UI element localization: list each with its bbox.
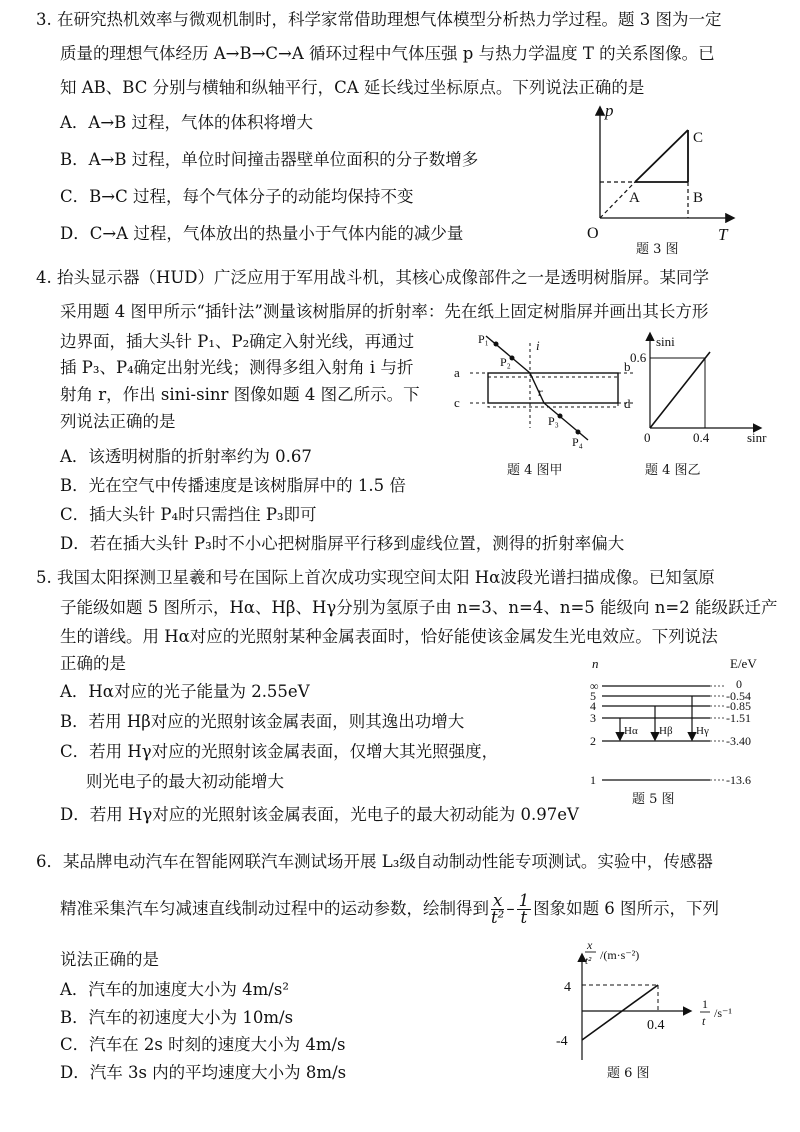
q5-label-hb: Hβ	[659, 725, 673, 737]
q5-level-5-n: 5	[590, 689, 596, 703]
q3-option-d: D．C→A 过程，气体放出的热量小于气体内能的减少量	[60, 224, 464, 243]
q5-level-5-e: -0.54	[726, 689, 751, 703]
q3-point-c: C	[693, 130, 704, 146]
q4-fig-b-origin: 0	[644, 430, 651, 445]
q5-stem-line-3: 生的谱线。用 Hα对应的光照射某种金属表面时，恰好能使该金属发生光电效应。下列说法	[60, 627, 718, 646]
q5-caption: 题 5 图	[632, 792, 675, 807]
q4-fig-b-x-tick: 0.4	[693, 430, 710, 445]
q6-frac-x-over-t2: $\frac{x}{\text{t²}}$	[491, 891, 505, 927]
q4-stem-line-3: 边界面，插大头针 P₁、P₂确定入射光线，再通过	[60, 332, 415, 351]
q6-stem-2a: 精准采集汽车匀减速直线制动过程中的运动参数，绘制得到	[60, 899, 489, 918]
q6-caption: 题 6 图	[607, 1066, 650, 1081]
q3-y-label: p	[605, 101, 614, 120]
q3-option-a: A．A→B 过程，气体的体积将增大	[60, 113, 314, 132]
q4-fit-line	[650, 352, 710, 428]
q5-level-1-e: -13.6	[726, 773, 751, 785]
q6-frac-1-over-t: $\frac{1}{t}$	[518, 891, 530, 927]
q6-y-label-den: t²	[585, 955, 592, 967]
q3-caption: 题 3 图	[636, 242, 679, 257]
q5-level-3-n: 3	[590, 711, 596, 725]
q6-stem-2b: 图象如题 6 图所示，下列	[533, 899, 720, 918]
q6-x-unit: /s⁻¹	[714, 1006, 732, 1020]
q3-stem-line-2: 质量的理想气体经历 A→B→C→A 循环过程中气体压强 p 与热力学温度 T 的关系图像。已	[60, 44, 715, 63]
q5-option-d: D．若用 Hγ对应的光照射该金属表面，光电子的最大初动能为 0.97eV	[60, 805, 579, 824]
q4-fig-b-y-tick: 0.6	[630, 350, 647, 365]
q6-y-tick-pos: 4	[564, 980, 571, 995]
q5-label-hg: Hγ	[696, 725, 709, 737]
q6-stem-line-3: 说法正确的是	[60, 950, 159, 969]
q5-stem-line-4: 正确的是	[60, 654, 126, 673]
q6-stem-line-2	[60, 890, 719, 928]
q5-level-1-n: 1	[590, 773, 596, 785]
q5-option-c-cont: 则光电子的最大初动能增大	[86, 772, 284, 791]
q4-label-p1: P₁	[478, 332, 489, 346]
q5-label-ha: Hα	[624, 725, 638, 737]
q4-stem-line-2: 采用题 4 图甲所示“插针法”测量该树脂屏的折射率：先在纸上固定树脂屏并画出其长方形	[60, 302, 709, 321]
q4-fig-b-caption: 题 4 图乙	[645, 463, 701, 478]
q5-energy-level-diagram	[580, 655, 780, 785]
q3-x-label: T	[718, 225, 728, 244]
q4-stem-line-1: 4. 抬头显示器（HUD）广泛应用于军用战斗机，其核心成像部件之一是透明树脂屏。某同学	[36, 268, 710, 287]
q3-pt-graph	[585, 100, 750, 250]
q5-option-b: B．若用 Hβ对应的光照射该金属表面，则其逸出功增大	[60, 712, 465, 731]
q3-origin: O	[587, 225, 599, 242]
q6-option-d: D．汽车 3s 内的平均速度大小为 8m/s	[60, 1063, 347, 1082]
q4-fig-b-x-label: sinr	[747, 430, 767, 445]
q4-stem-line-6: 列说法正确的是	[60, 412, 176, 431]
q4-label-p2: P₂	[500, 355, 511, 369]
q5-stem-line-2: 子能级如题 5 图所示，Hα、Hβ、Hγ分别为氢原子由 n=3、n=4、n=5 能级向 n=2 能级跃迁产	[60, 598, 778, 617]
q6-y-unit: /(m·s⁻²)	[600, 948, 640, 962]
q6-graph	[550, 935, 780, 1065]
q5-level-inf-e: 0	[736, 677, 742, 691]
q4-pin-figure	[448, 328, 638, 453]
q6-x-label-num: 1	[702, 997, 708, 1011]
q3-stem-line-1: 3. 在研究热机效率与微观机制时，科学家常借助理想气体模型分析热力学过程。题 3 图为一定	[36, 10, 722, 29]
q4-fig-a-caption: 题 4 图甲	[507, 463, 563, 478]
q4-option-a: A．该透明树脂的折射率约为 0.67	[60, 447, 312, 466]
q5-level-inf-n: ∞	[590, 679, 599, 693]
q5-n-header: n	[592, 656, 599, 671]
q3-stem-line-3: 知 AB、BC 分别与横轴和纵轴平行，CA 延长线过坐标原点。下列说法正确的是	[60, 78, 645, 97]
q4-stem-line-4: 插 P₃、P₄确定出射光线；测得多组入射角 i 与折	[60, 358, 414, 377]
q5-e-header: E/eV	[730, 656, 757, 671]
q3-option-c: C．B→C 过程，每个气体分子的动能均保持不变	[60, 187, 414, 206]
q5-option-c: C．若用 Hγ对应的光照射该金属表面，仅增大其光照强度，	[60, 742, 499, 761]
q4-label-a: a	[454, 365, 460, 380]
q6-option-b: B．汽车的初速度大小为 10m/s	[60, 1008, 294, 1027]
q4-label-b: b	[624, 359, 631, 374]
q4-label-r: r	[538, 385, 543, 399]
q3-line-ca	[635, 130, 688, 182]
q6-y-label-num: x	[587, 938, 593, 952]
q6-option-a: A．汽车的加速度大小为 4m/s²	[60, 980, 289, 999]
q4-label-i: i	[536, 338, 540, 353]
q4-label-p4: P₄	[572, 435, 583, 449]
q4-option-d: D．若在插大头针 P₃时不小心把树脂屏平行移到虚线位置，测得的折射率偏大	[60, 534, 625, 553]
q5-stem-line-1: 5. 我国太阳探测卫星羲和号在国际上首次成功实现空间太阳 Hα波段光谱扫描成像。已知氢原	[36, 568, 715, 587]
q5-option-a: A．Hα对应的光子能量为 2.55eV	[60, 682, 310, 701]
q5-level-2-n: 2	[590, 734, 596, 748]
q5-level-4-n: 4	[590, 699, 596, 713]
q5-level-2-e: -3.40	[726, 734, 751, 748]
q6-x-label-den: t	[702, 1014, 706, 1028]
q4-fig-b-y-label: sini	[656, 334, 675, 349]
q4-label-p3: P₃	[548, 414, 559, 428]
q6-option-c: C．汽车在 2s 时刻的速度大小为 4m/s	[60, 1035, 346, 1054]
q6-y-tick-neg: -4	[556, 1034, 568, 1049]
q4-stem-line-5: 射角 r，作出 sini-sinr 图像如题 4 图乙所示。下	[60, 385, 420, 404]
q6-x-tick: 0.4	[647, 1018, 665, 1033]
q3-point-a: A	[629, 190, 640, 206]
q6-stem-line-1: 6．某品牌电动汽车在智能网联汽车测试场开展 L₃级自动制动性能专项测试。实验中，传感器	[36, 852, 713, 871]
q5-level-3-e: -1.51	[726, 711, 751, 725]
q4-sini-sinr-graph	[630, 328, 780, 453]
q4-pin-p4	[576, 430, 581, 435]
q3-point-b: B	[693, 190, 704, 206]
q5-level-4-e: -0.85	[726, 699, 751, 713]
q4-pin-p1	[494, 342, 499, 347]
q6-dash: –	[506, 899, 515, 918]
q4-option-b: B．光在空气中传播速度是该树脂屏中的 1.5 倍	[60, 476, 406, 495]
q4-label-c: c	[454, 395, 460, 410]
q3-option-b: B．A→B 过程，单位时间撞击器壁单位面积的分子数增多	[60, 150, 479, 169]
q4-label-d: d	[624, 396, 631, 411]
q4-option-c: C．插大头针 P₄时只需挡住 P₃即可	[60, 505, 317, 524]
